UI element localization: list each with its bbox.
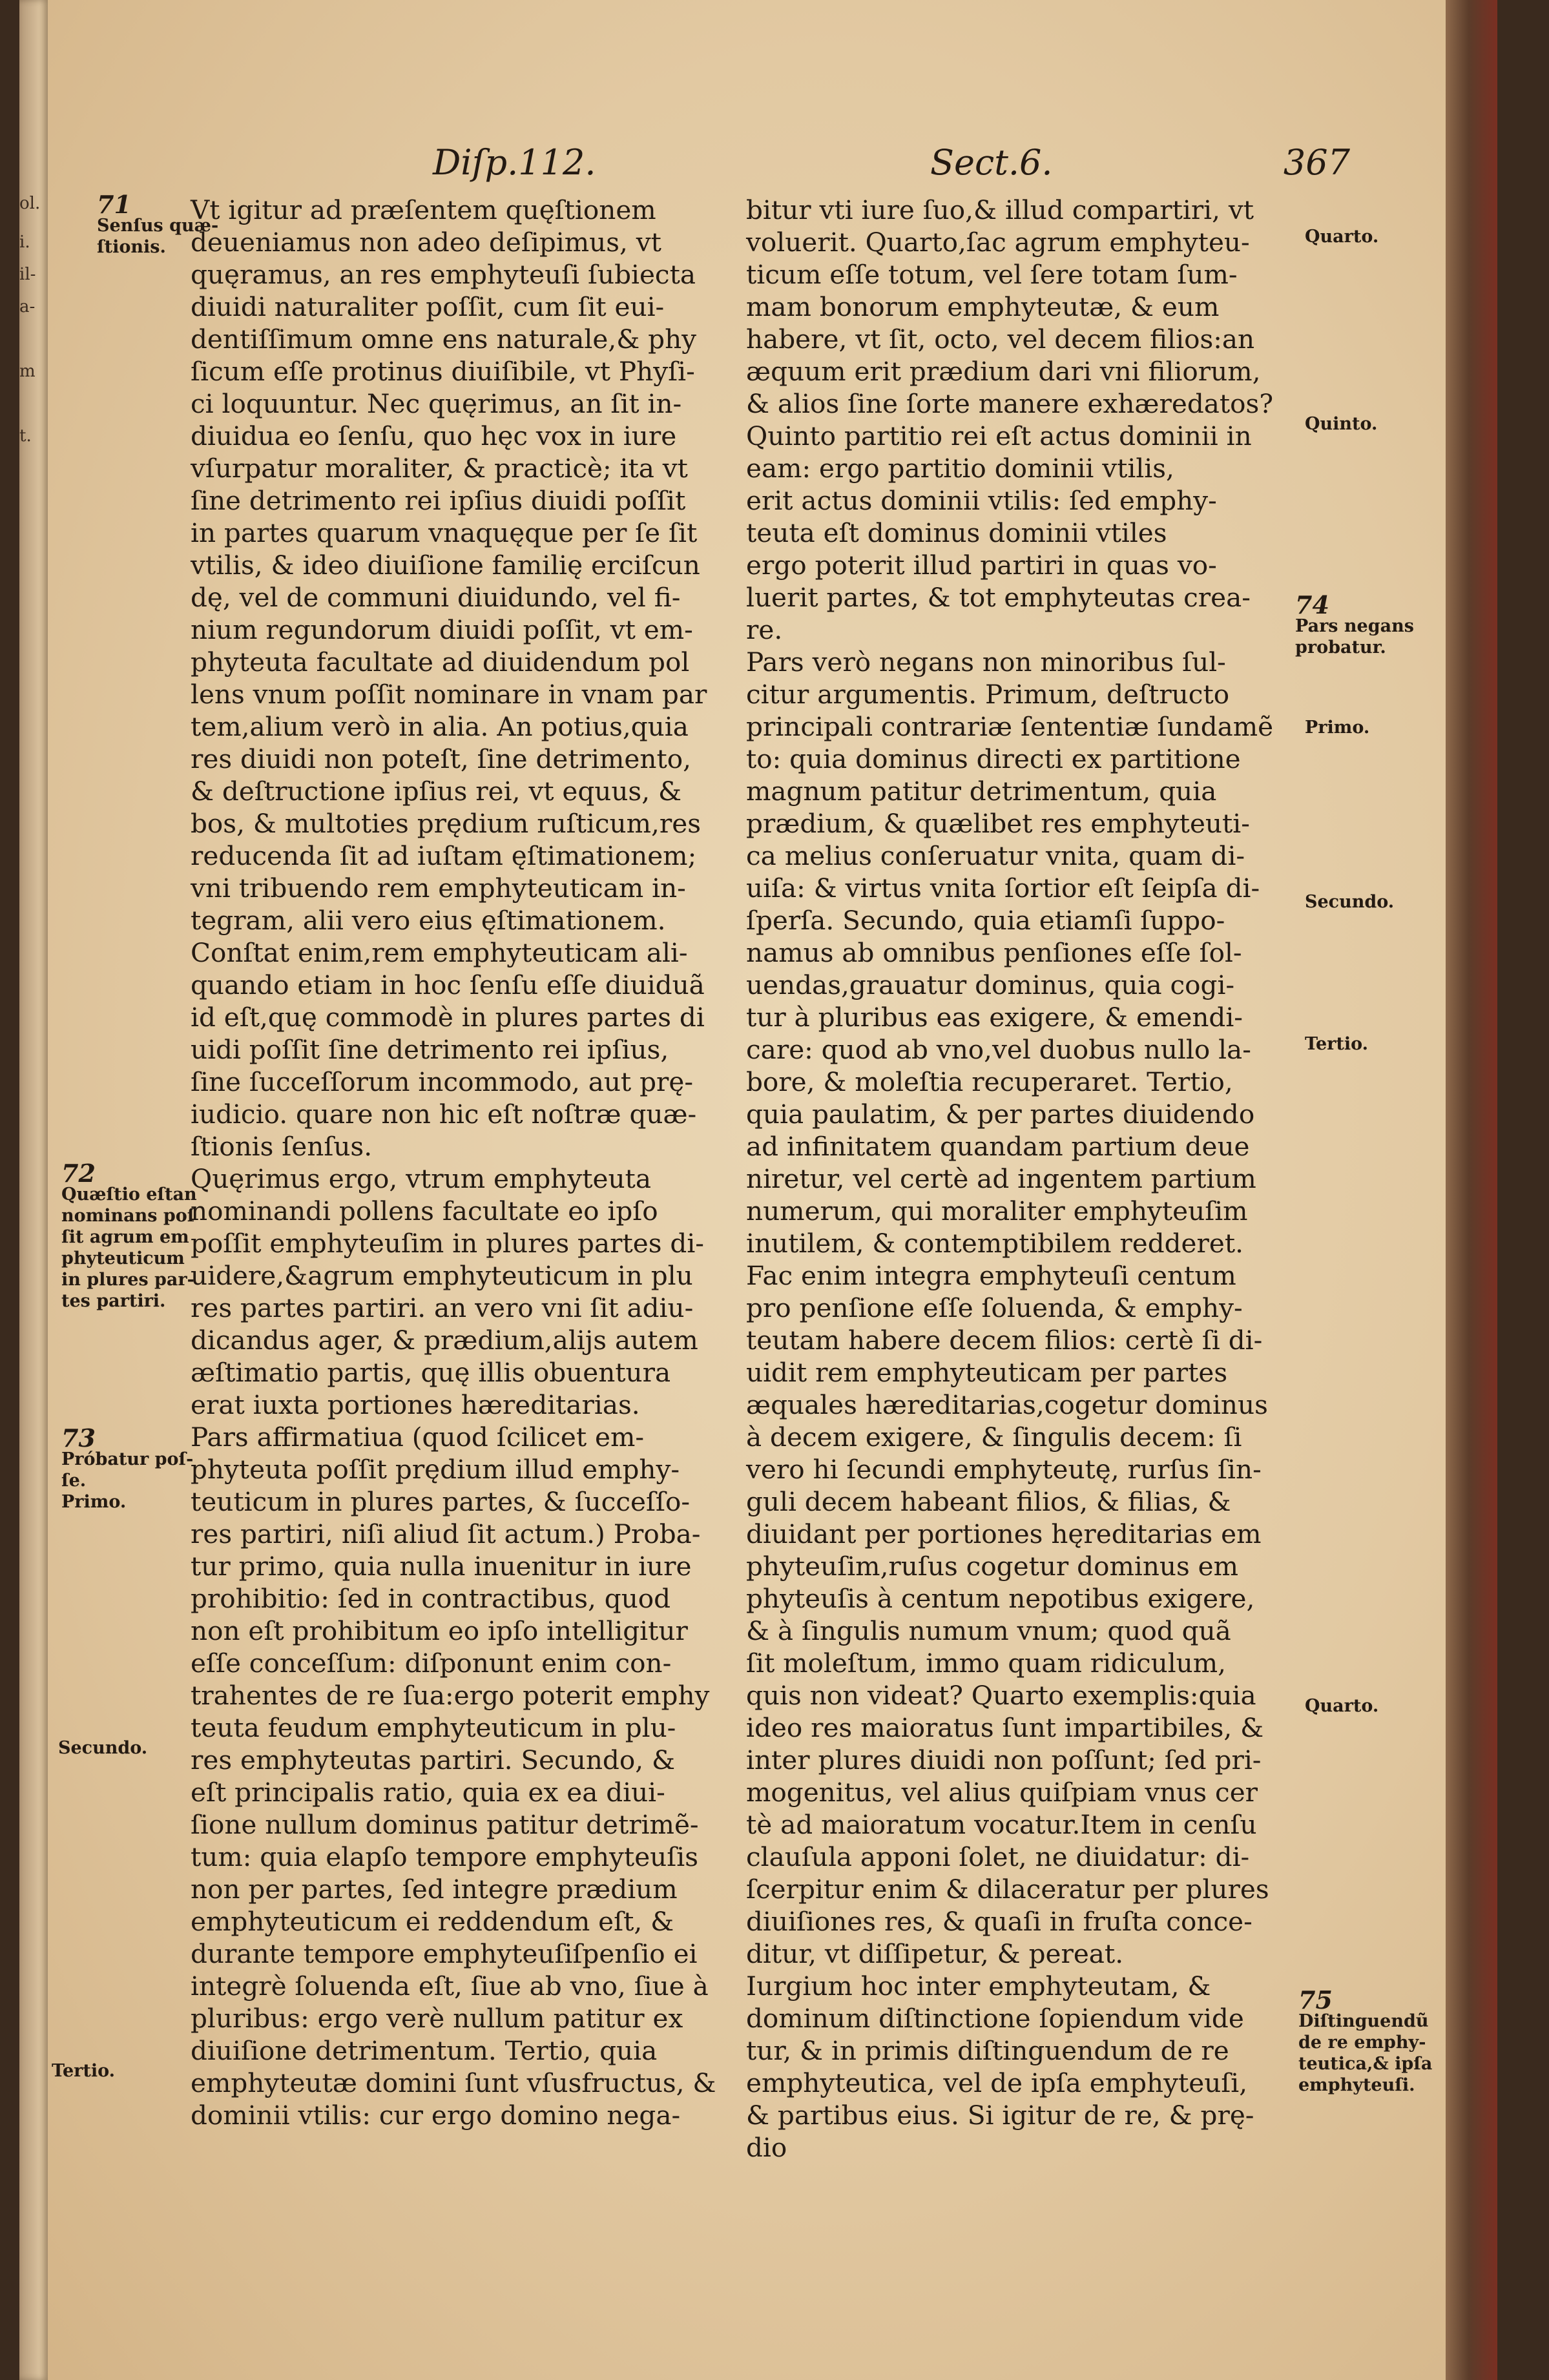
margin-note-line: ſit agrum em xyxy=(61,1227,189,1247)
text-line: res partiri, niſi aliud ſit actum.) Proba- xyxy=(191,1518,701,1549)
margin-note-line: emphyteuſi. xyxy=(1298,2075,1415,2095)
text-line: uendas,grauatur dominus, quia cogi- xyxy=(746,969,1235,1000)
text-line: luerit partes, & tot emphyteutas crea- xyxy=(746,582,1251,613)
left-column xyxy=(191,194,759,2131)
margin-note-secundo-right xyxy=(1305,891,1434,913)
text-line: tur primo, quia nulla inuenitur in iure xyxy=(191,1551,692,1582)
margin-note-line: Tertio. xyxy=(1305,1034,1369,1054)
text-line: uiſa: & virtus vnita ſortior eſt ſeipſa di- xyxy=(746,873,1260,904)
text-line: deueniamus non adeo deſipimus, vt xyxy=(191,227,661,258)
margin-note-line: tes partiri. xyxy=(61,1291,166,1311)
text-line: ergo poterit illud partiri in quas vo- xyxy=(746,550,1217,581)
text-line: ſcerpitur enim & dilaceratur per plures xyxy=(746,1874,1269,1905)
text-line: care: quod ab vno,vel duobus nullo la- xyxy=(746,1034,1251,1065)
text-line: eſſe conceſſum: diſponunt enim con- xyxy=(191,1648,672,1679)
text-line: æquum erit prædium dari vni filiorum, xyxy=(746,356,1261,387)
text-line: emphyteutæ domini ſunt vſusfructus, & xyxy=(191,2067,716,2098)
text-line: nominandi pollens facultate eo ipſo xyxy=(191,1195,658,1226)
text-line: res emphyteutas partiri. Secundo, & xyxy=(191,1744,676,1775)
text-line: dominii vtilis: cur ergo domino nega- xyxy=(191,2100,681,2131)
text-line: tum: quia elapſo tempore emphyteuſis xyxy=(191,1841,698,1872)
text-line: ſit moleſtum, immo quam ridiculum, xyxy=(746,1648,1227,1679)
text-line: teutam habere decem filios: certè ſi di- xyxy=(746,1325,1263,1356)
paragraph-number: 74 xyxy=(1295,590,1329,619)
margin-note-quarto xyxy=(1305,226,1434,247)
margin-note-line: probatur. xyxy=(1295,637,1386,657)
text-line: tur à pluribus eas exigere, & emendi- xyxy=(746,1002,1243,1033)
text-line: quando etiam in hoc ſenſu eſſe diuiduã xyxy=(191,969,705,1000)
previous-page-edge xyxy=(19,0,48,2380)
text-line: prohibitio: ſed in contractibus, quod xyxy=(191,1583,671,1614)
margin-note-line: Pars negans xyxy=(1295,616,1414,636)
text-line: vero hi ſecundi emphyteutę, rurſus ſin- xyxy=(746,1454,1262,1485)
margin-note-line: Quarto. xyxy=(1305,1696,1379,1716)
text-line: ſione nullum dominus patitur detrimẽ- xyxy=(191,1809,699,1840)
text-line: re. xyxy=(746,614,783,645)
text-line: phyteuta facultate ad diuidendum pol xyxy=(191,647,690,678)
text-line: lens vnum poſſit nominare in vnam par xyxy=(191,679,707,710)
text-line: non eſt prohibitum eo ipſo intelligitur xyxy=(191,1615,688,1646)
text-line: quęramus, an res emphyteuſi ſubiecta xyxy=(191,259,696,290)
text-line: namus ab omnibus penſiones eſſe ſol- xyxy=(746,937,1242,968)
text-line: æſtimatio partis, quę illis obuentura xyxy=(191,1357,671,1388)
text-line: vſurpatur moraliter, & practicè; ita vt xyxy=(191,453,688,484)
text-line: diuiſiones res, & quaſi in fruſta conce- xyxy=(746,1906,1253,1937)
text-line: & alios ſine ſorte manere exhæredatos? xyxy=(746,388,1274,419)
margin-note-quinto xyxy=(1305,413,1434,435)
text-line: Vt igitur ad præſentem quęſtionem xyxy=(191,194,656,225)
margin-note-line: teutica,& ipſa xyxy=(1298,2054,1433,2074)
text-line: uidi poſſit ſine detrimento rei ipſius, xyxy=(191,1034,669,1065)
text-line: & partibus eius. Si igitur de re, & prę- xyxy=(746,2100,1254,2131)
text-line: dicandus ager, & prædium,alijs autem xyxy=(191,1325,698,1356)
text-line: vtilis, & ideo diuiſione familię erciſcun xyxy=(191,550,700,581)
prev-page-fragment: ol. xyxy=(19,194,41,213)
margin-note-line: nominans poſ xyxy=(61,1206,195,1226)
margin-note-line: Quinto. xyxy=(1305,414,1378,434)
text-line: erit actus dominii vtilis: ſed emphy- xyxy=(746,485,1217,516)
text-line: Pars affirmatiua (quod ſcilicet em- xyxy=(191,1422,645,1453)
margin-note-line: phyteuticum xyxy=(61,1248,185,1268)
text-line: ſicum eſſe protinus diuiſibile, vt Phyſi- xyxy=(191,356,695,387)
text-line: tegram, alii vero eius ęſtimationem. xyxy=(191,905,666,936)
text-line: Iurgium hoc inter emphyteutam, & xyxy=(746,1971,1211,2002)
text-line: ideo res maioratus ſunt impartibiles, & xyxy=(746,1712,1264,1743)
text-line: clauſula apponi ſolet, ne diuidatur: di- xyxy=(746,1841,1250,1872)
text-line: guli decem habeant filios, & filias, & xyxy=(746,1486,1231,1517)
margin-note-tertio xyxy=(52,2060,181,2082)
paragraph-number: 71 xyxy=(97,190,131,219)
text-line: ſine ſucceſſorum incommodo, aut prę- xyxy=(191,1066,694,1097)
text-line: habere, vt ſit, octo, vel decem filios:an xyxy=(746,324,1255,355)
text-line: pluribus: ergo verè nullum patitur ex xyxy=(191,2003,683,2034)
text-line: æquales hæreditarias,cogetur dominus xyxy=(746,1389,1268,1420)
section-label: Sect.6. xyxy=(930,142,1053,183)
text-line: & à ſingulis numum vnum; quod quã xyxy=(746,1615,1231,1646)
text-line: ci loquuntur. Nec quęrimus, an ſit in- xyxy=(191,388,682,419)
text-line: ca melius conſeruatur vnita, quam di- xyxy=(746,840,1245,871)
margin-note-line: Quæſtio eſtan xyxy=(61,1185,197,1205)
text-line: poſſit emphyteuſim in plures partes di- xyxy=(191,1228,704,1259)
text-line: ad infinitatem quandam partium deue xyxy=(746,1131,1250,1162)
prev-page-fragment: il- xyxy=(19,265,36,284)
text-line: quia paulatim, & per partes diuidendo xyxy=(746,1099,1255,1130)
text-line: teuta eſt dominus dominii vtiles xyxy=(746,517,1167,548)
text-line: iudicio. quare non hic eſt noſtræ quæ- xyxy=(191,1099,697,1130)
text-line: Conſtat enim,rem emphyteuticam ali- xyxy=(191,937,688,968)
text-line: erat iuxta portiones hæreditarias. xyxy=(191,1389,640,1420)
text-line: à decem exigere, & ſingulis decem: ſi xyxy=(746,1422,1242,1453)
margin-note-75 xyxy=(1298,1985,1434,2096)
margin-note-tertio-right xyxy=(1305,1033,1434,1055)
page-number: 367 xyxy=(1283,142,1350,183)
margin-note-line: de re emphy- xyxy=(1298,2033,1426,2053)
text-line: res diuidi non poteſt, ſine detrimento, xyxy=(191,743,691,774)
text-line: ticum eſſe totum, vel ſere totam ſum- xyxy=(746,259,1238,290)
text-line: ſperſa. Secundo, quia etiamſi ſuppo- xyxy=(746,905,1225,936)
text-line: dominum diſtinctione ſopiendum vide xyxy=(746,2003,1244,2034)
text-line: diuidua eo ſenſu, quo hęc vox in iure xyxy=(191,420,677,451)
text-line: non per partes, ſed integre prædium xyxy=(191,1874,678,1905)
text-line: diuidant per portiones hęreditarias em xyxy=(746,1518,1262,1549)
text-line: bore, & moleſtia recuperaret. Tertio, xyxy=(746,1066,1233,1097)
margin-note-73 xyxy=(61,1423,194,1513)
text-line: reducenda ſit ad iuſtam ęſtimationem; xyxy=(191,840,697,871)
text-line: res partes partiri. an vero vni ſit adiu- xyxy=(191,1292,694,1323)
book-edge xyxy=(1446,0,1497,2380)
margin-note-quarto-bottom xyxy=(1305,1695,1434,1717)
margin-note-line: Primo. xyxy=(1305,718,1370,738)
text-line: teuticum in plures partes, & ſucceſſo- xyxy=(191,1486,691,1517)
text-line: voluerit. Quarto,ſac agrum emphyteu- xyxy=(746,227,1250,258)
text-line: vni tribuendo rem emphyteuticam in- xyxy=(191,873,686,904)
text-line: prædium, & quælibet res emphyteuti- xyxy=(746,808,1250,839)
text-line: uidit rem emphyteuticam per partes xyxy=(746,1357,1228,1388)
book-page xyxy=(19,0,1497,2380)
text-line: mogenitus, vel alius quiſpiam vnus cer xyxy=(746,1777,1258,1808)
text-line: uidere,&agrum emphyteuticum in plu xyxy=(191,1260,693,1291)
text-line: ſine detrimento rei ipſius diuidi poſſit xyxy=(191,485,686,516)
text-line: phyteuſis à centum nepotibus exigere, xyxy=(746,1583,1255,1614)
prev-page-fragment: t. xyxy=(19,426,32,446)
prev-page-fragment: m xyxy=(19,362,36,381)
text-line: numerum, qui moraliter emphyteuſim xyxy=(746,1195,1248,1226)
margin-note-71 xyxy=(97,190,219,258)
text-line: bos, & multoties prędium ruſticum,res xyxy=(191,808,702,839)
text-line: ſtionis ſenſus. xyxy=(191,1131,373,1162)
text-line: eam: ergo partitio dominii vtilis, xyxy=(746,453,1174,484)
text-line: bitur vti iure ſuo,& illud compartiri, vt xyxy=(746,194,1254,225)
paragraph-number: 75 xyxy=(1298,1985,1333,2014)
text-line: Pars verò negans non minoribus ſul- xyxy=(746,647,1226,678)
text-line: quis non videat? Quarto exemplis:quia xyxy=(746,1680,1256,1711)
text-line: dio xyxy=(746,2132,787,2163)
text-line: principali contrariæ ſententiæ ſundamẽ xyxy=(746,711,1274,742)
text-line: tur, & in primis diſtinguendum de re xyxy=(746,2035,1229,2066)
margin-note-line: Primo. xyxy=(61,1492,127,1512)
text-line: id eſt,quę commodè in plures partes di xyxy=(191,1002,705,1033)
text-line: dentiſſimum omne ens naturale,& phy xyxy=(191,324,697,355)
text-line: diuidi naturaliter poſſit, cum ſit eui- xyxy=(191,291,665,322)
margin-note-line: Secundo. xyxy=(1305,892,1395,912)
margin-note-secundo xyxy=(58,1737,187,1759)
text-line: mam bonorum emphyteutæ, & eum xyxy=(746,291,1220,322)
text-line: inutilem, & contemptibilem redderet. xyxy=(746,1228,1243,1259)
text-line: eſt principalis ratio, quia ex ea diui- xyxy=(191,1777,665,1808)
text-line: Quinto partitio rei eſt actus dominii in xyxy=(746,420,1252,451)
margin-note-line: Próbatur poſ- xyxy=(61,1449,194,1469)
text-line: ditur, vt diſſipetur, & pereat. xyxy=(746,1938,1124,1969)
text-line: in partes quarum vnaquęque per ſe ſit xyxy=(191,517,698,548)
margin-note-primo xyxy=(1305,717,1434,738)
text-line: niretur, vel certè ad ingentem partium xyxy=(746,1163,1256,1194)
text-line: Quęrimus ergo, vtrum emphyteuta xyxy=(191,1163,651,1194)
paragraph-number: 73 xyxy=(61,1423,96,1453)
paragraph-number: 72 xyxy=(61,1159,96,1188)
margin-note-74 xyxy=(1295,590,1437,658)
text-line: to: quia dominus directi ex partitione xyxy=(746,743,1241,774)
text-line: Fac enim integra emphyteuſi centum xyxy=(746,1260,1236,1291)
margin-note-line: Secundo. xyxy=(58,1738,148,1758)
text-line: teuta feudum emphyteuticum in plu- xyxy=(191,1712,676,1743)
prev-page-fragment: a- xyxy=(19,297,36,316)
text-line: dę, vel de communi diuidundo, vel fi- xyxy=(191,582,681,613)
text-line: phyteuta poſſit prędium illud emphy- xyxy=(191,1454,680,1485)
margin-note-72 xyxy=(61,1159,197,1312)
margin-note-line: ſe. xyxy=(61,1471,87,1491)
text-line: trahentes de re ſua:ergo poterit emphy xyxy=(191,1680,710,1711)
text-line: nium regundorum diuidi poſſit, vt em- xyxy=(191,614,693,645)
text-line: diuiſione detrimentum. Tertio, quia xyxy=(191,2035,658,2066)
running-header xyxy=(433,142,1350,194)
text-line: pro penſione eſſe ſoluenda, & emphy- xyxy=(746,1292,1243,1323)
prev-page-fragment: i. xyxy=(19,233,30,252)
text-line: durante tempore emphyteuſiſpenſio ei xyxy=(191,1938,698,1969)
margin-note-line: Diſtinguendũ xyxy=(1298,2011,1429,2031)
margin-note-line: Quarto. xyxy=(1305,227,1379,247)
text-line: emphyteutica, vel de ipſa emphyteuſi, xyxy=(746,2067,1248,2098)
margin-note-line: Senſus quæ- xyxy=(97,216,219,236)
text-line: & deſtructione ipſius rei, vt equus, & xyxy=(191,776,682,807)
text-line: integrè ſoluenda eſt, ſiue ab vno, ſiue à xyxy=(191,1971,709,2002)
text-line: phyteuſim,ruſus cogetur dominus em xyxy=(746,1551,1239,1582)
text-line: magnum patitur detrimentum, quia xyxy=(746,776,1217,807)
disputation-label: Diſp.112. xyxy=(433,142,596,183)
margin-note-line: ſtionis. xyxy=(97,237,166,257)
text-line: emphyteuticum ei reddendum eſt, & xyxy=(191,1906,674,1937)
text-line: tè ad maioratum vocatur.Item in cenſu xyxy=(746,1809,1257,1840)
right-column xyxy=(746,194,1302,2164)
margin-note-line: in plures par- xyxy=(61,1270,194,1290)
text-line: citur argumentis. Primum, deſtructo xyxy=(746,679,1230,710)
text-line: inter plures diuidi non poſſunt; ſed pri- xyxy=(746,1744,1262,1775)
text-line: tem,alium verò in alia. An potius,quia xyxy=(191,711,689,742)
margin-note-line: Tertio. xyxy=(52,2061,116,2081)
